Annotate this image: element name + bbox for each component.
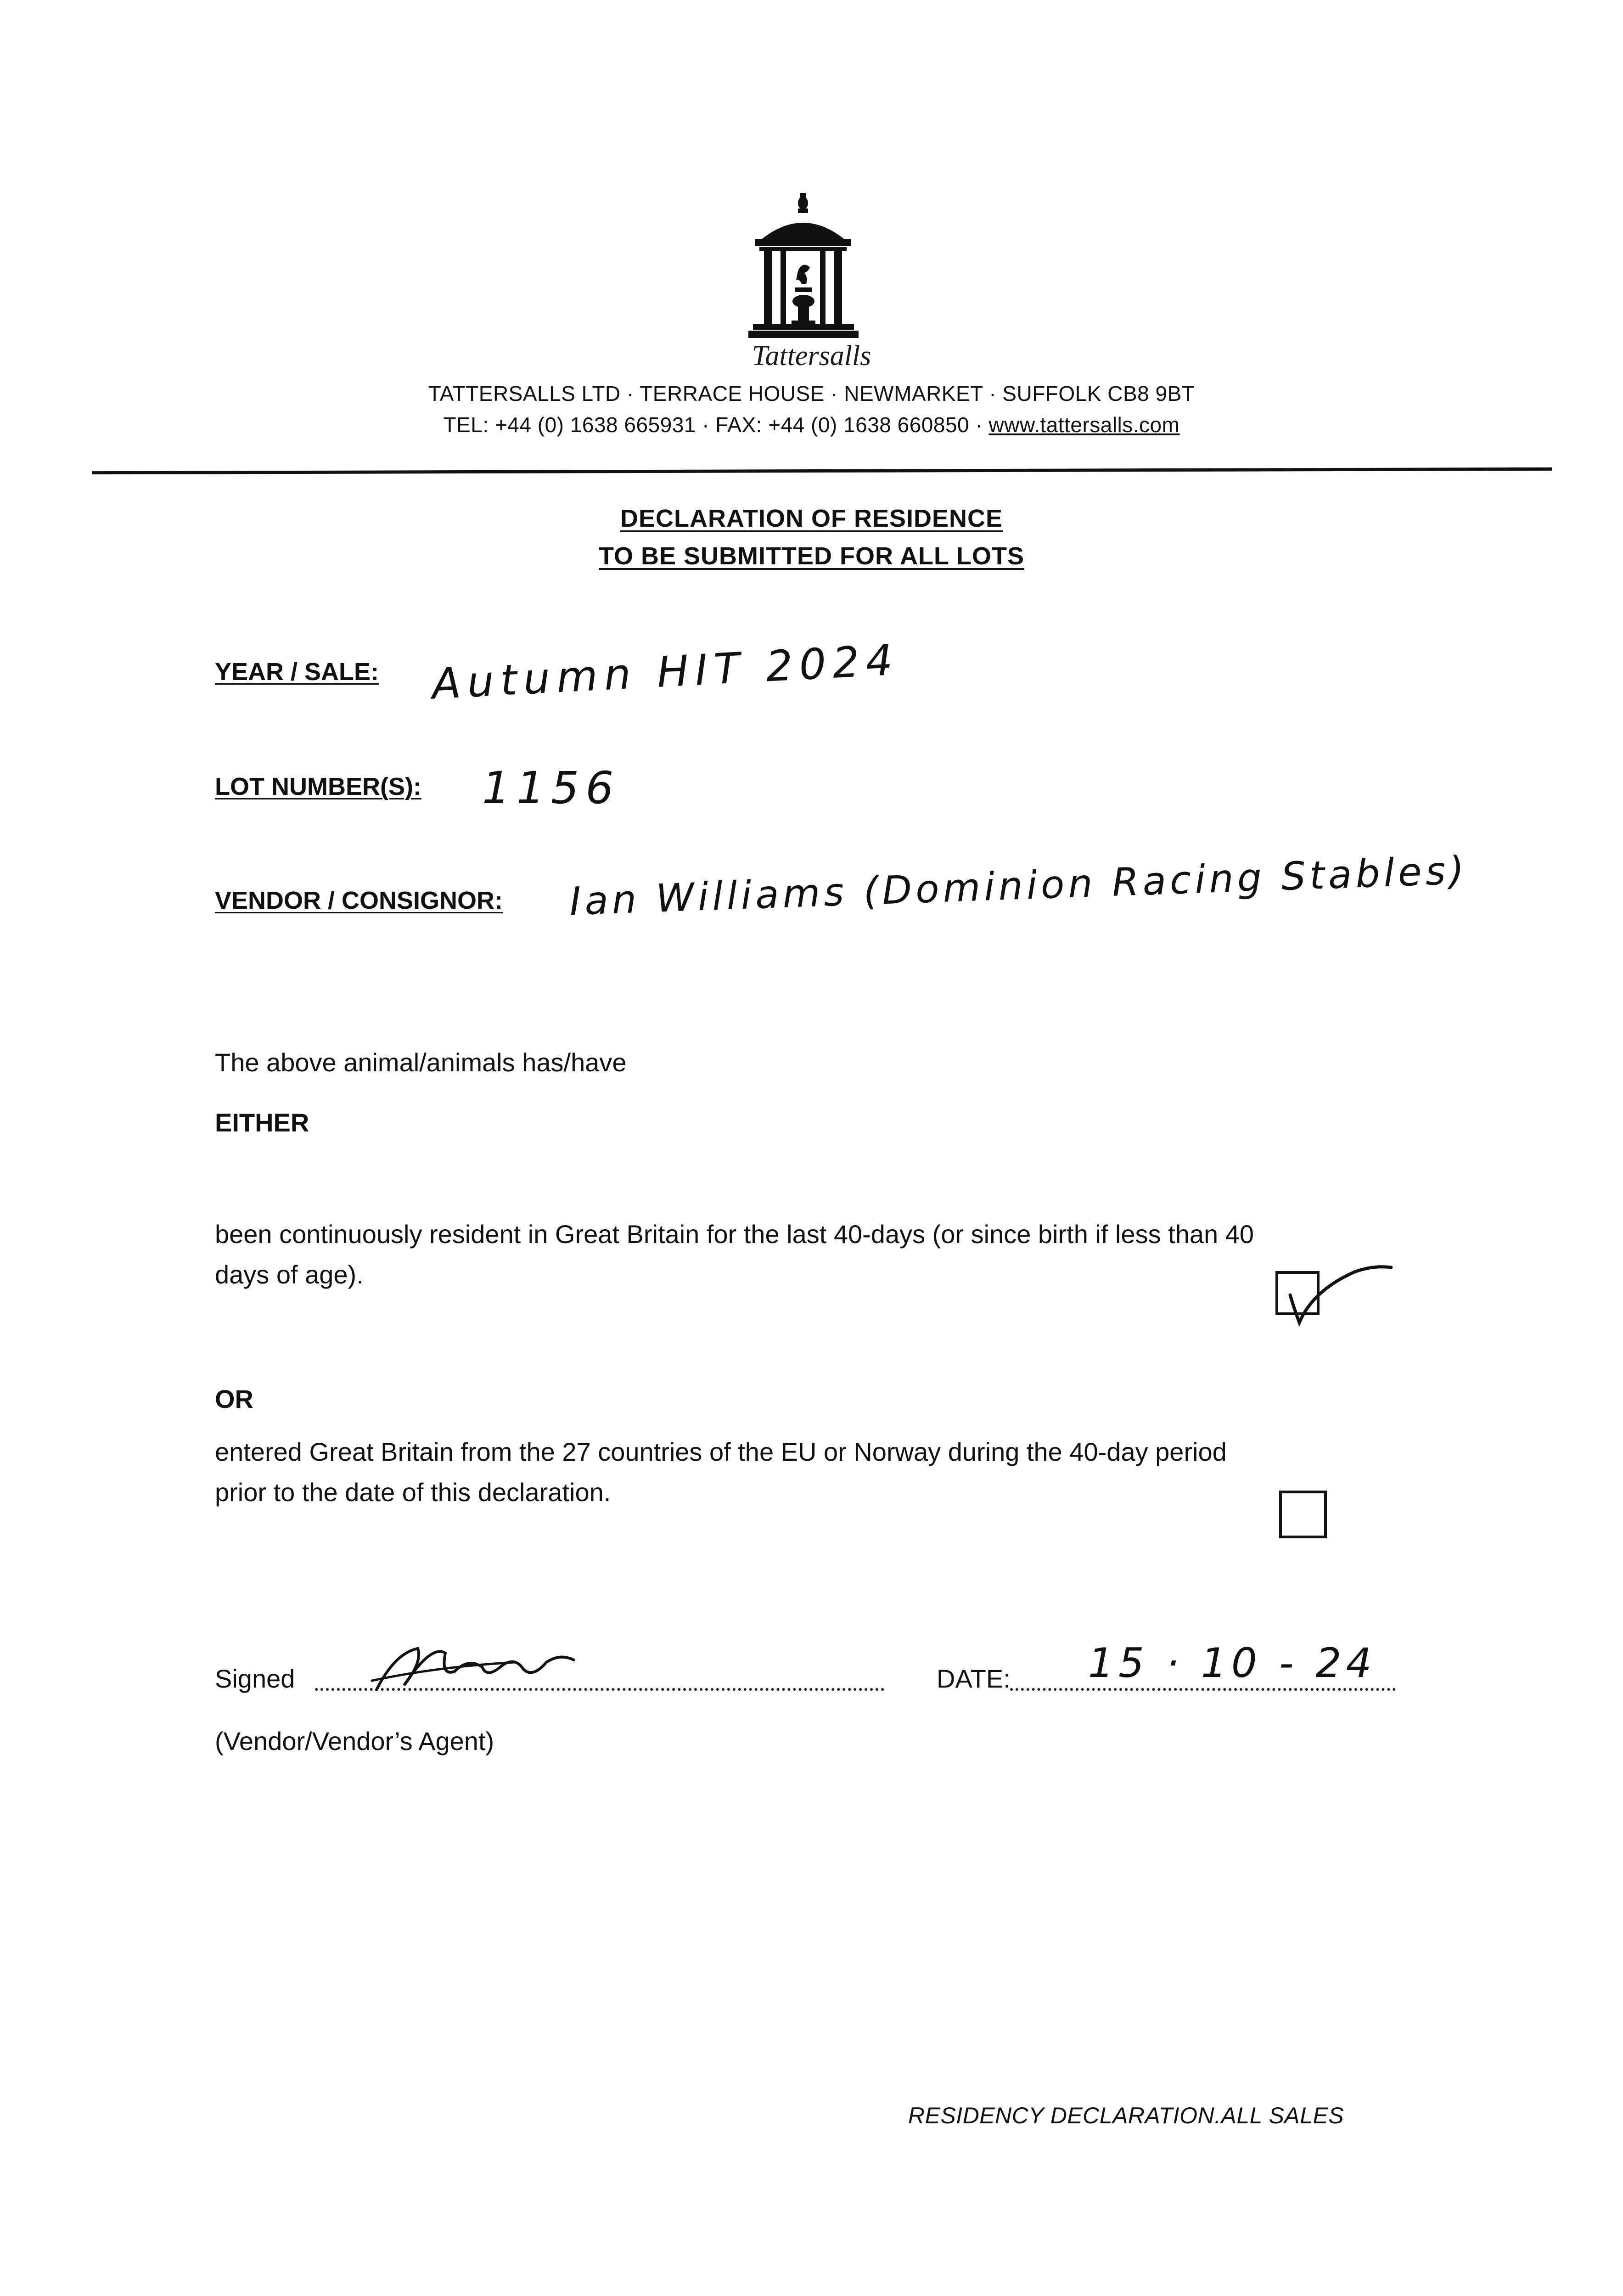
vendor-value[interactable]: Ian Williams (Dominion Racing Stables)	[568, 847, 1469, 924]
tattersalls-logo	[744, 193, 863, 344]
option1-text-line2: days of age).	[215, 1260, 364, 1289]
document-subtitle: TO BE SUBMITTED FOR ALL LOTS	[599, 542, 1024, 570]
date-line[interactable]	[1010, 1688, 1396, 1691]
year-sale-label: YEAR / SALE:	[215, 658, 379, 686]
signatory-role: (Vendor/Vendor’s Agent)	[215, 1727, 494, 1756]
option2-checkbox[interactable]	[1279, 1491, 1327, 1538]
lot-numbers-label: LOT NUMBER(S):	[215, 773, 421, 800]
signature-scribble-icon	[367, 1635, 588, 1704]
checkmark-icon	[1281, 1254, 1396, 1332]
option2-text-line2: prior to the date of this declaration.	[215, 1478, 611, 1507]
form-reference-code: RESIDENCY DECLARATION.ALL SALES	[908, 2103, 1344, 2128]
company-contact	[0, 412, 1623, 437]
company-address: TATTERSALLS LTD · TERRACE HOUSE · NEWMARKET · SUFFOLK CB8 9BT	[428, 382, 1195, 405]
header-divider	[92, 467, 1552, 474]
signed-label: Signed	[215, 1664, 295, 1693]
lot-numbers-value[interactable]: 1156	[482, 762, 620, 814]
rotunda-emblem-icon	[744, 193, 863, 344]
date-label: DATE:	[937, 1664, 1011, 1693]
vendor-label: VENDOR / CONSIGNOR:	[215, 887, 503, 914]
option1-text-line1: been continuously resident in Great Britain for the last 40-days (or since birth if less than 40	[215, 1220, 1254, 1249]
intro-text: The above animal/animals has/have	[215, 1048, 627, 1077]
date-value[interactable]: 15 · 10 - 24	[1088, 1639, 1376, 1687]
year-sale-value[interactable]: Autumn HIT 2024	[430, 635, 900, 709]
document-title: DECLARATION OF RESIDENCE	[620, 505, 1003, 532]
or-label: OR	[215, 1384, 253, 1413]
website-link[interactable]: www.tattersalls.com	[988, 413, 1180, 437]
either-label: EITHER	[215, 1108, 309, 1137]
phone-fax: TEL: +44 (0) 1638 665931 · FAX: +44 (0) 1638 660850 ·	[443, 413, 989, 437]
brand-name: Tattersalls	[752, 340, 871, 371]
option2-text-line1: entered Great Britain from the 27 countries of the EU or Norway during the 40-day period	[215, 1437, 1227, 1466]
